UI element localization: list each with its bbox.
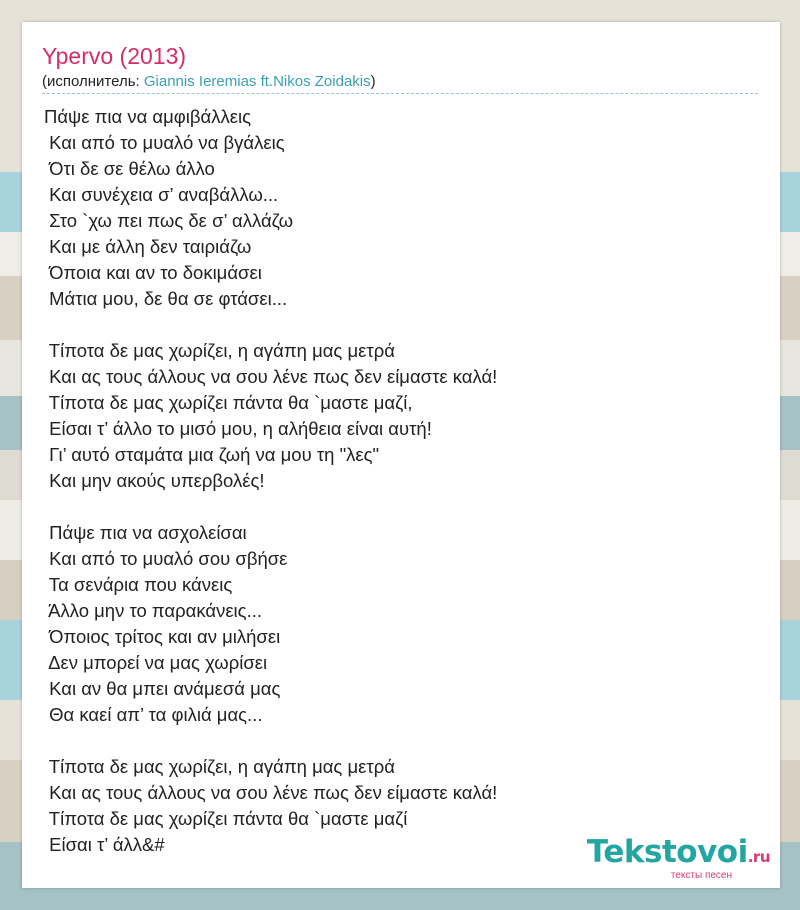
lyric-line: Τίποτα δε μας χωρίζει, η αγάπη μας μετρά bbox=[44, 340, 395, 361]
lyric-line: Όποιος τρίτος και αν μιλήσει bbox=[44, 626, 281, 647]
lyric-line: Όποια και αν το δοκιμάσει bbox=[44, 262, 262, 283]
lyric-line: Και από το μυαλό σου σβήσε bbox=[44, 548, 288, 569]
lyrics-card bbox=[22, 22, 780, 888]
lyric-line: Γι’ αυτό σταμάτα μια ζωή να μου τη "λες" bbox=[44, 444, 380, 465]
lyric-blank-line bbox=[44, 494, 497, 520]
site-logo[interactable] bbox=[587, 836, 770, 882]
lyric-line: Τίποτα δε μας χωρίζει, η αγάπη μας μετρά bbox=[44, 756, 395, 777]
lyric-line: Είσαι τ’ άλλ&# bbox=[44, 834, 165, 855]
lyric-line: Τίποτα δε μας χωρίζει πάντα θα `μαστε μαζί bbox=[44, 808, 408, 829]
lyric-line: Πάψε πια να ασχολείσαι bbox=[44, 522, 247, 543]
logo-word: Tekstovoi bbox=[586, 834, 748, 870]
lyric-blank-line bbox=[44, 728, 497, 754]
lyric-line: Στο `χω πει πως δε σ’ αλλάζω bbox=[44, 210, 294, 231]
artist-line bbox=[42, 72, 376, 92]
lyric-line: Θα καεί απ’ τα φιλιά μας... bbox=[44, 704, 263, 725]
artist-suffix: ) bbox=[370, 73, 376, 90]
logo-wordmark bbox=[587, 836, 770, 873]
lyric-line: Και από το μυαλό να βγάλεις bbox=[44, 132, 285, 153]
lyric-line: Άλλο μην το παρακάνεις... bbox=[44, 600, 263, 621]
divider bbox=[42, 93, 758, 94]
lyric-line: Είσαι τ’ άλλο το μισό μου, η αλήθεια είναι αυτή! bbox=[44, 418, 432, 439]
lyrics-body bbox=[44, 104, 497, 858]
lyric-line: Τίποτα δε μας χωρίζει πάντα θα `μαστε μαζί, bbox=[44, 392, 413, 413]
song-title: Ypervo (2013) bbox=[42, 43, 187, 69]
logo-tld: .ru bbox=[747, 848, 770, 866]
artist-link[interactable]: Giannis Ieremias ft.Nikos Zoidakis bbox=[143, 73, 371, 90]
lyric-line: Και μην ακούς υπερβολές! bbox=[44, 470, 265, 491]
lyric-line: Μάτια μου, δε θα σε φτάσει... bbox=[44, 288, 288, 309]
lyric-line: Και ας τους άλλους να σου λένε πως δεν είμαστε καλά! bbox=[44, 782, 498, 803]
lyric-blank-line bbox=[44, 312, 497, 338]
lyric-line: Και με άλλη δεν ταιριάζω bbox=[44, 236, 252, 257]
logo-tagline: тексты песен bbox=[670, 870, 732, 881]
lyric-line: Τα σενάρια που κάνεις bbox=[44, 574, 233, 595]
lyric-line: Και ας τους άλλους να σου λένε πως δεν είμαστε καλά! bbox=[44, 366, 498, 387]
lyric-line: Δεν μπορεί να μας χωρίσει bbox=[44, 652, 268, 673]
lyric-line: Ότι δε σε θέλω άλλο bbox=[44, 158, 215, 179]
lyric-line: Και συνέχεια σ’ αναβάλλω... bbox=[44, 184, 279, 205]
lyric-line: Πάψε πια να αμφιβάλλεις bbox=[44, 106, 251, 127]
lyric-line: Και αν θα μπει ανάμεσά μας bbox=[44, 678, 281, 699]
artist-prefix: (исполнитель: bbox=[42, 73, 144, 90]
